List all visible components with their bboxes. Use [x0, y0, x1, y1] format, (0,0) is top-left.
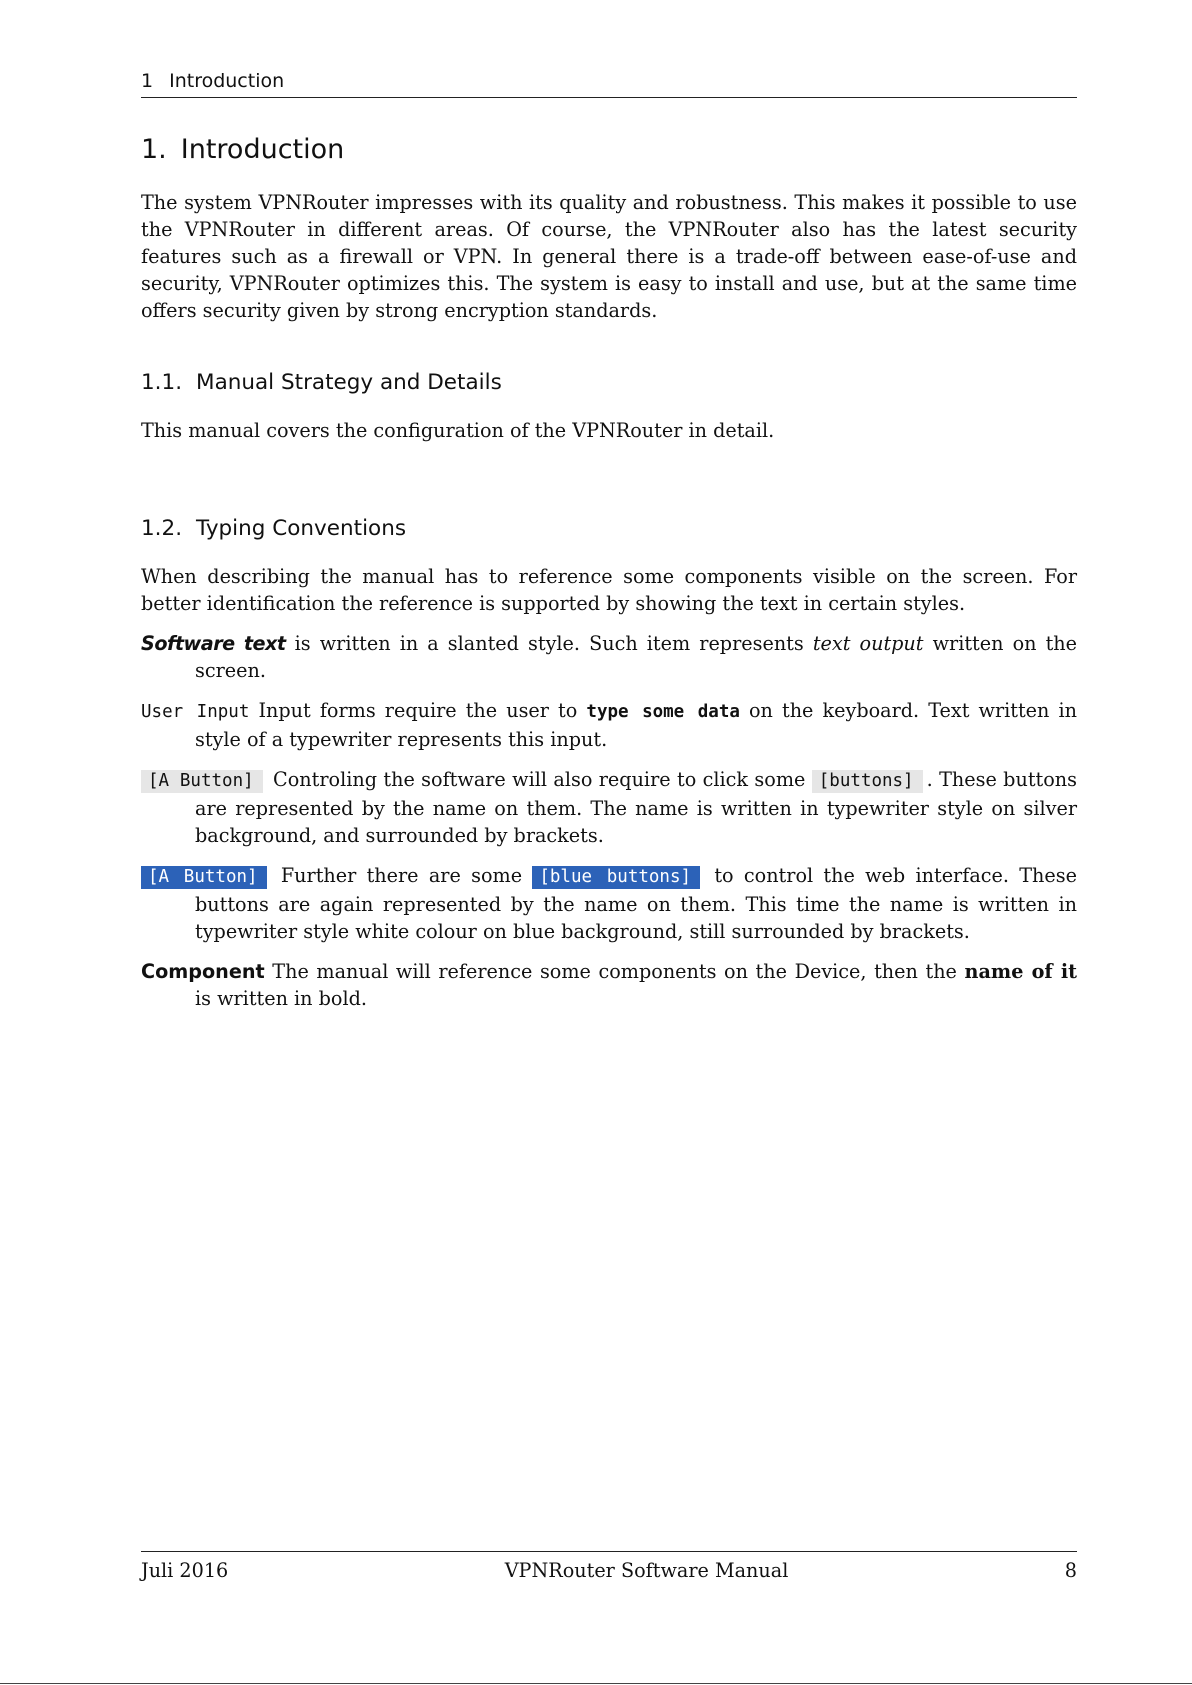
- convention-desc: Controling the software will also require to click some: [273, 768, 806, 791]
- chapter-number: 1.: [141, 134, 167, 165]
- emphasis-text: text output: [812, 632, 924, 655]
- convention-term-user-input: User Input: [141, 702, 250, 722]
- convention-blue-button: [141, 862, 1077, 945]
- silver-button-example: [buttons]: [812, 770, 923, 793]
- convention-desc: is written in a slanted style. Such item represents: [294, 632, 804, 655]
- silver-button-term: [A Button]: [141, 770, 263, 793]
- footer-date: Juli 2016: [141, 1559, 229, 1582]
- typed-input-example: type some data: [586, 702, 740, 722]
- section-1-1-number: 1.1.: [141, 370, 183, 395]
- convention-silver-button: [141, 766, 1077, 849]
- convention-desc: on the keyboard. Text written in style of a typewriter represents this input.: [195, 699, 1077, 751]
- convention-desc: to control the web interface. These buttons are again represented by the name on them. This time the name is written in typewriter style white colour on blue background, still surrounded by brackets.: [195, 864, 1077, 943]
- convention-desc: . These buttons are represented by the name on them. The name is written in typewriter style on silver background, and surrounded by brackets.: [195, 768, 1078, 847]
- running-header: [141, 70, 1077, 98]
- convention-desc: Further there are some: [280, 864, 523, 887]
- header-chapter-title: Introduction: [169, 70, 285, 92]
- header-chapter-number: 1: [141, 70, 154, 92]
- chapter-title: Introduction: [180, 134, 345, 165]
- blue-button-term: [A Button]: [141, 866, 267, 889]
- chapter-heading: [141, 134, 1077, 165]
- section-1-2-title: Typing Conventions: [196, 516, 407, 541]
- section-1-2-paragraph: When describing the manual has to reference some components visible on the screen. For better identification the reference is supported by showing the text in certain styles.: [141, 565, 1077, 615]
- footer-title: VPNRouter Software Manual: [504, 1559, 789, 1582]
- convention-desc: written on the screen.: [195, 632, 1077, 682]
- convention-term-software-text: Software text: [141, 632, 286, 655]
- section-1-1-heading: [141, 370, 1077, 395]
- convention-component: [141, 958, 1077, 1012]
- section-1-2-heading: [141, 516, 1077, 541]
- convention-desc: The manual will reference some components on the Device, then the: [272, 960, 957, 983]
- intro-paragraph: The system VPNRouter impresses with its quality and robustness. This makes it possible to use the VPNRouter in different areas. Of course, the VPNRouter also has the latest security features such as a firewall or VPN. In general there is a trade-off between ease-of-use and security, VPNRouter optimizes this. The system is easy to install and use, but at the same time offers security given by strong encryption standards.: [141, 191, 1077, 322]
- section-1-1-paragraph: This manual covers the configuration of the VPNRouter in detail.: [141, 419, 775, 442]
- convention-software-text: [141, 630, 1077, 684]
- section-1-2-number: 1.2.: [141, 516, 183, 541]
- convention-desc: Input forms require the user to: [258, 699, 578, 722]
- convention-user-input: [141, 697, 1077, 753]
- section-1-1-title: Manual Strategy and Details: [196, 370, 502, 395]
- blue-button-example: [blue buttons]: [532, 866, 700, 889]
- footer-page-number: 8: [1064, 1559, 1077, 1582]
- convention-term-component: Component: [141, 960, 265, 983]
- page-footer: [141, 1551, 1077, 1582]
- page-content: [141, 134, 1077, 1025]
- convention-desc: is written in bold.: [195, 987, 367, 1010]
- bold-text-example: name of it: [964, 960, 1077, 983]
- bottom-divider: [0, 1683, 1192, 1684]
